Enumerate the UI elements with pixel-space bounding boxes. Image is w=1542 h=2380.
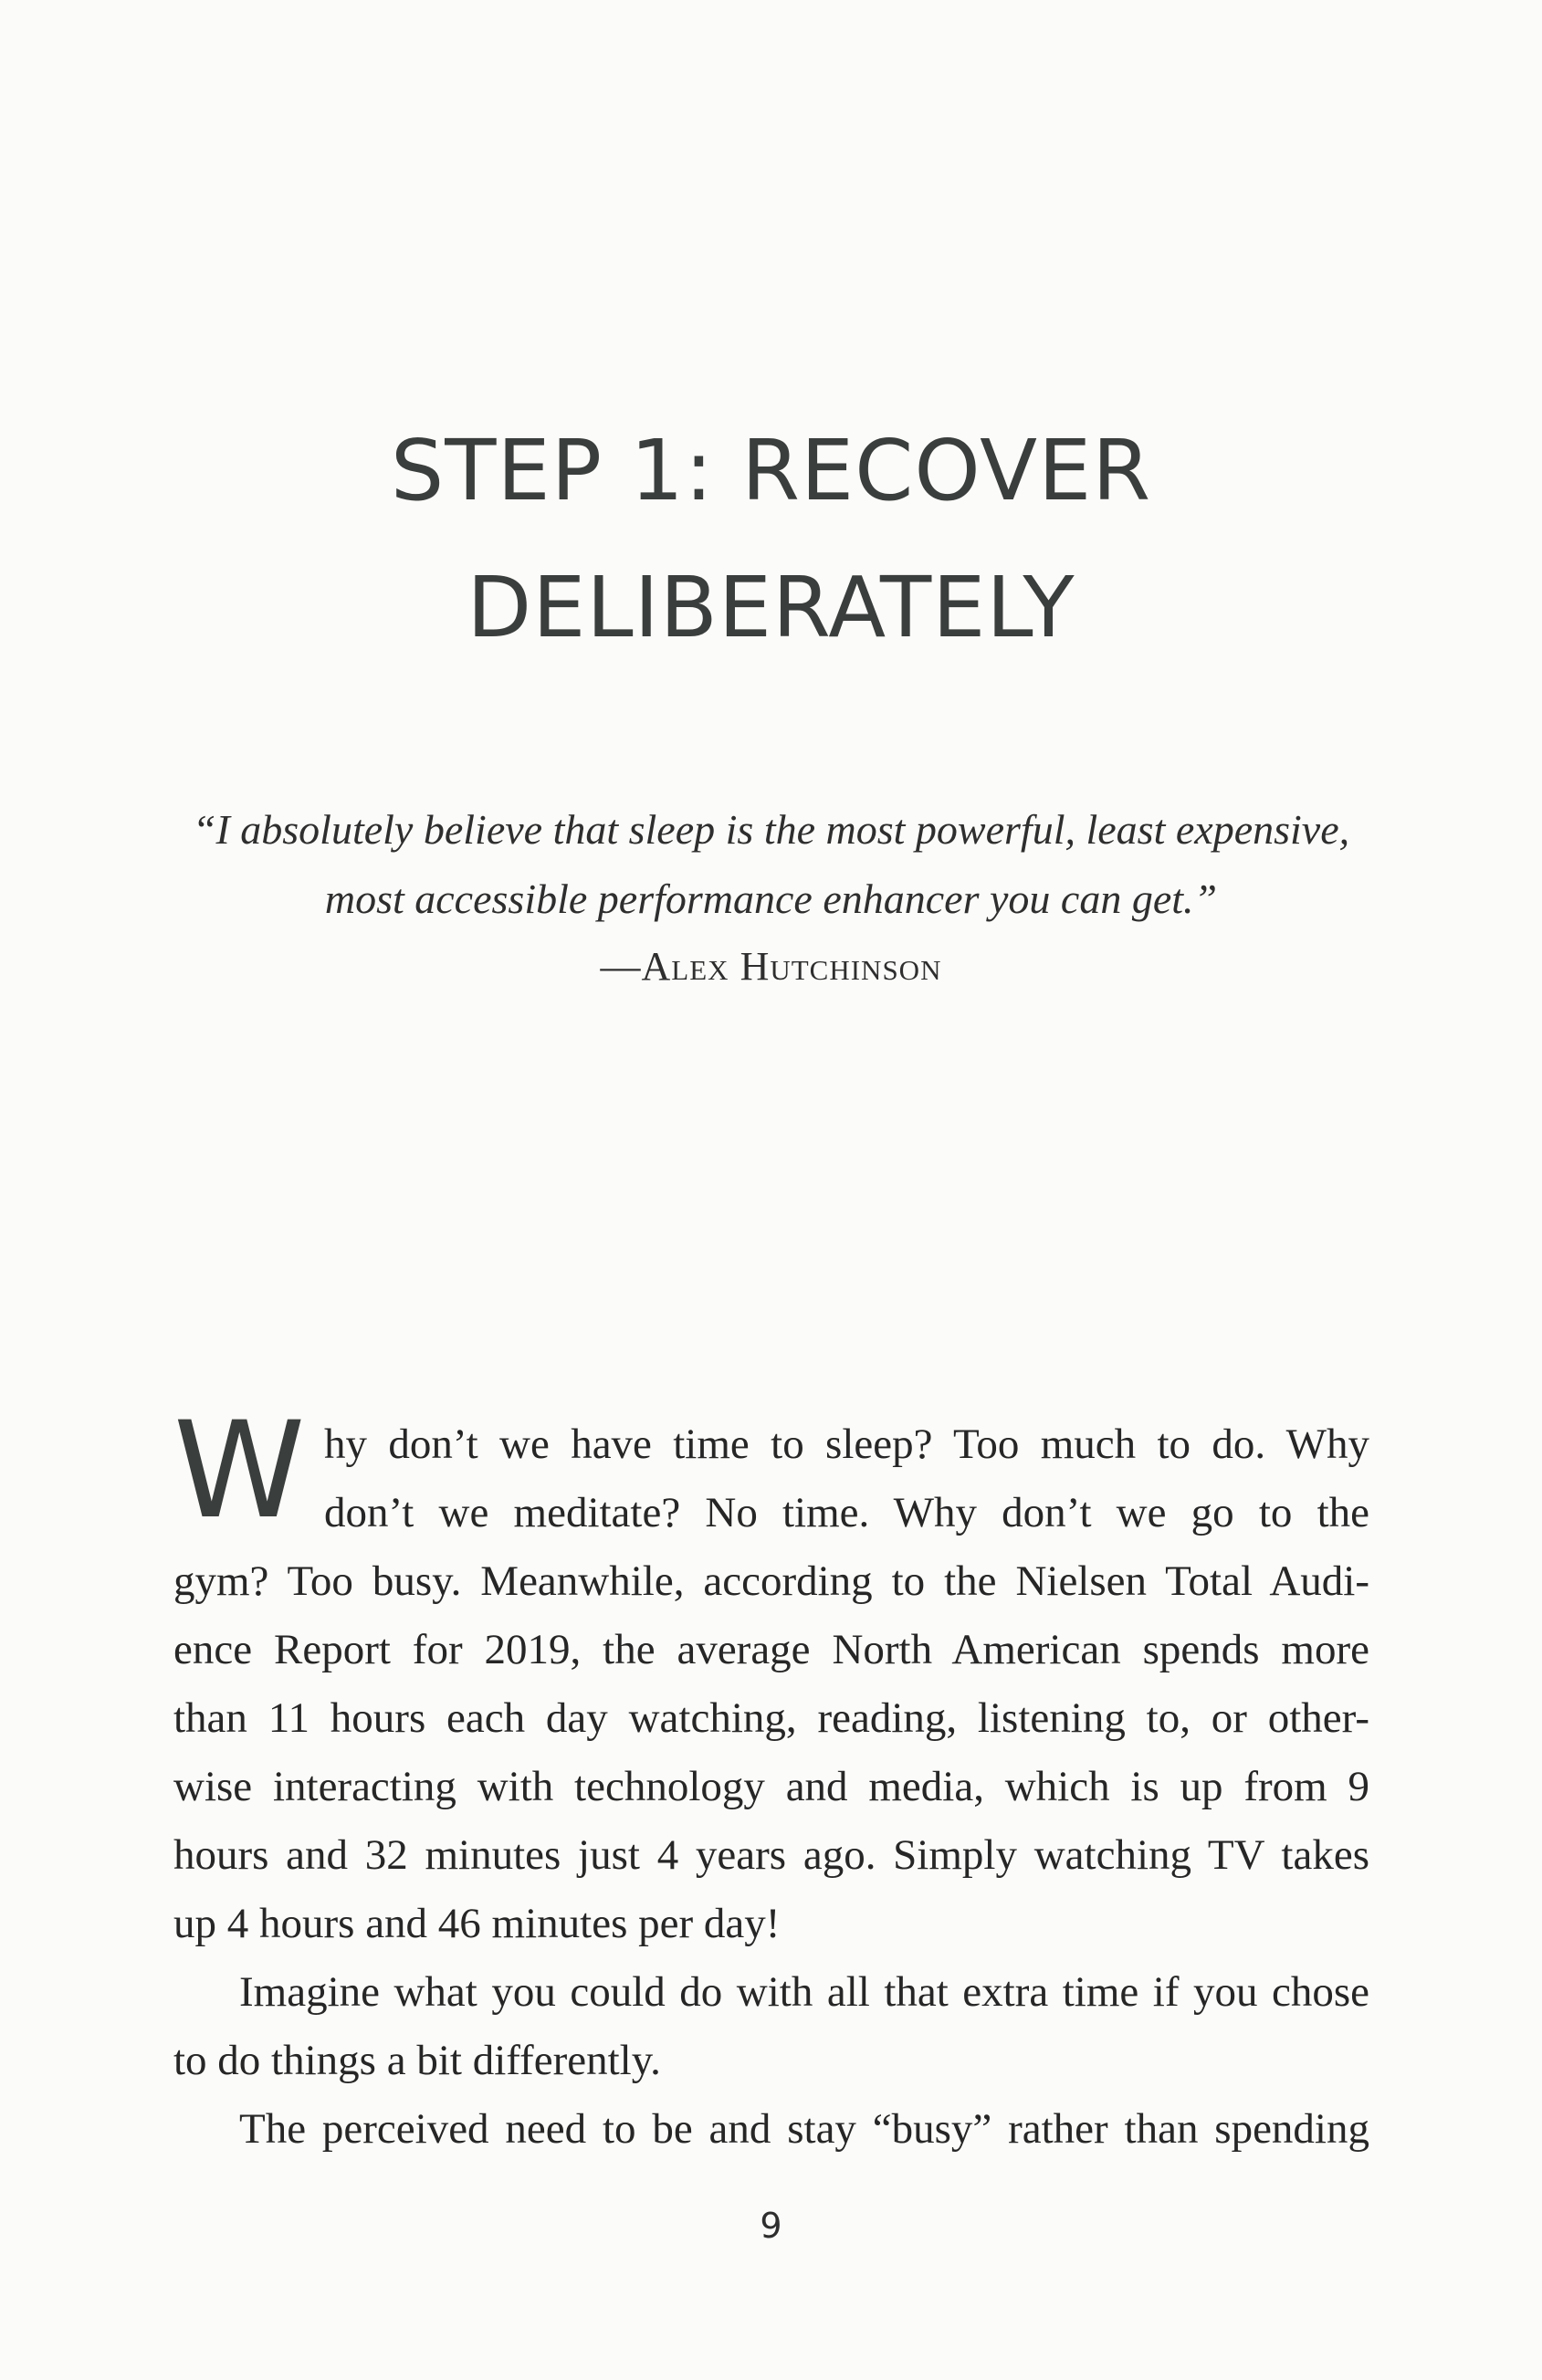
body-line: gym? Too busy. Meanwhile, according to the Nielsen Total Audi- — [173, 1557, 1369, 1605]
body-line: ence Report for 2019, the average North American spends more — [173, 1626, 1369, 1673]
page-number: 9 — [760, 2206, 782, 2246]
body-line: hours and 32 minutes just 4 years ago. Simply watching TV takes — [173, 1831, 1369, 1879]
body-line: to do things a bit differently. — [173, 2037, 661, 2084]
drop-cap: W — [173, 1393, 306, 1548]
epigraph-attribution: —Alex Hutchinson — [600, 944, 942, 989]
body-line: wise interacting with technology and media, which is up from 9 — [173, 1763, 1369, 1810]
chapter-title-line-1: STEP 1: RECOVER — [390, 422, 1152, 519]
chapter-title-line-2: DELIBERATELY — [467, 559, 1075, 656]
body-line: up 4 hours and 46 minutes per day! — [173, 1900, 781, 1947]
epigraph-line-1: “I absolutely believe that sleep is the most powerful, least expensive, — [192, 806, 1350, 853]
body-line: hy don’t we have time to sleep? Too much to do. Why — [324, 1421, 1369, 1468]
epigraph-line-2: most accessible performance enhancer you can get.” — [324, 875, 1218, 922]
body-text — [173, 0, 1369, 2380]
body-line: than 11 hours each day watching, reading, listening to, or other- — [173, 1694, 1369, 1742]
body-line: Imagine what you could do with all that extra time if you chose — [239, 1968, 1369, 2016]
body-line: The perceived need to be and stay “busy” rather than spending — [239, 2105, 1369, 2153]
body-line: don’t we meditate? No time. Why don’t we go to the — [324, 1489, 1369, 1536]
